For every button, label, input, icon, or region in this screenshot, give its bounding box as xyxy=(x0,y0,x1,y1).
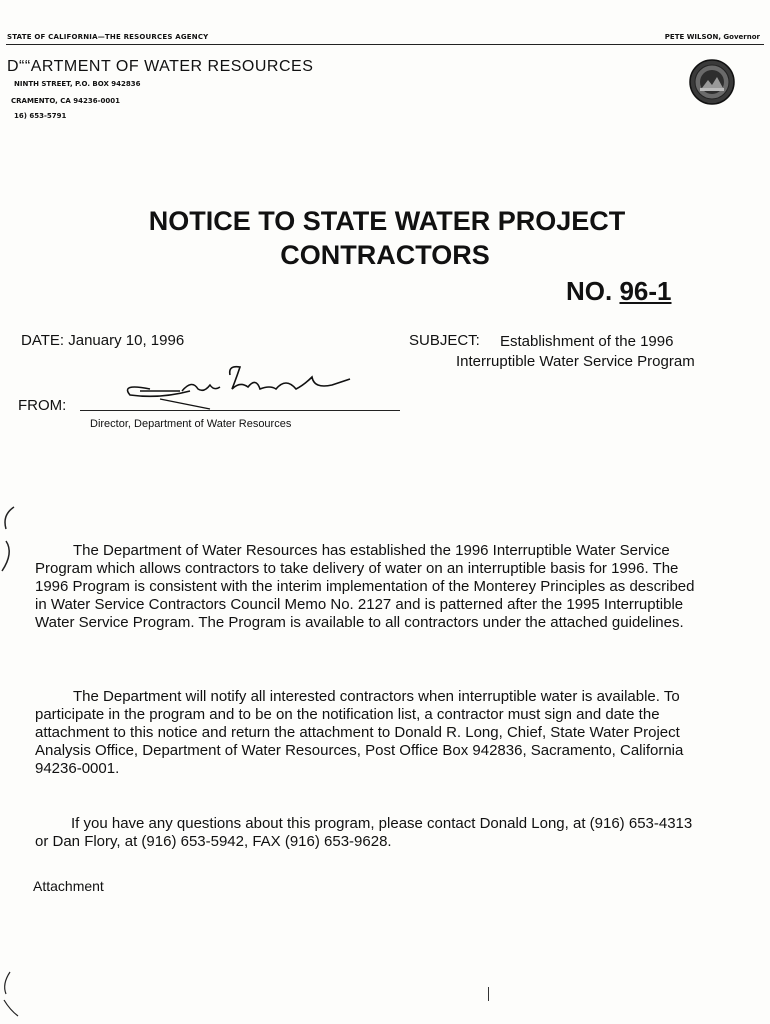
notice-title xyxy=(0,204,770,272)
phone-line: 16) 653-5791 xyxy=(14,112,67,120)
body-paragraph-2 xyxy=(35,688,705,778)
subject-line-2: Interruptible Water Service Program xyxy=(456,353,695,370)
address-line-1: NINTH STREET, P.O. BOX 942836 xyxy=(14,80,141,88)
address-line-2: CRAMENTO, CA 94236-0001 xyxy=(11,97,120,105)
date-value: January 10, 1996 xyxy=(68,332,185,349)
notice-number-value: 96-1 xyxy=(619,276,672,306)
signature-line xyxy=(80,410,400,411)
from-label: FROM: xyxy=(18,397,67,414)
paragraph-3-text: If you have any questions about this program, please contact Donald Long, at (916) 653-4313 or Dan Flory, at (916) 653-5942, FAX (916) 653-9628. xyxy=(35,815,693,850)
subject-line-1: Establishment of the 1996 xyxy=(500,333,674,350)
title-line-1: NOTICE TO STATE WATER PROJECT xyxy=(148,206,626,236)
header-rule xyxy=(6,44,764,45)
department-name: D““ARTMENT OF WATER RESOURCES xyxy=(7,58,314,75)
scan-margin-mark-bottom xyxy=(0,970,20,1020)
scan-artifact-mark xyxy=(488,987,489,1001)
paragraph-2-text: The Department will notify all interested contractors when interruptible water is available. To participate in the program and to be on the notification list, a contractor must sign and date the attachment to this notice and return the attachment to Donald R. Long, Chief, State Water Project Analysis Office, Department of Water Resources, Post Office Box 942836, Sacramento, California 94236-0001. xyxy=(35,688,684,777)
subject-text xyxy=(456,332,726,372)
notice-number xyxy=(566,276,672,307)
body-paragraph-3 xyxy=(35,815,705,851)
subject-label: SUBJECT: xyxy=(409,332,480,349)
governor-line: PETE WILSON, Governor xyxy=(664,33,760,41)
date-line xyxy=(21,332,184,349)
signer-title: Director, Department of Water Resources xyxy=(90,418,292,430)
notice-number-prefix: NO. xyxy=(566,276,613,306)
date-label: DATE: xyxy=(21,332,65,349)
paragraph-1-text: The Department of Water Resources has established the 1996 Interruptible Water Service Program which allows contractors to take delivery of water on an interruptible basis for 1996. The 1996 Program is consistent with the interim implementation of the Monterey Principles as described in Water Service Contractors Council Memo No. 2127 and is patterned after the 1995 Interruptible Water Service Program. The Program is available to all contractors under the attached guidelines. xyxy=(35,542,695,631)
body-paragraph-1 xyxy=(35,542,705,632)
handwritten-signature xyxy=(100,355,360,415)
state-seal-icon xyxy=(688,58,736,106)
scan-margin-mark xyxy=(0,505,20,575)
title-line-2: CONTRACTORS xyxy=(280,240,490,270)
attachment-label: Attachment xyxy=(33,878,104,894)
agency-line: STATE OF CALIFORNIA—THE RESOURCES AGENCY xyxy=(7,33,209,41)
